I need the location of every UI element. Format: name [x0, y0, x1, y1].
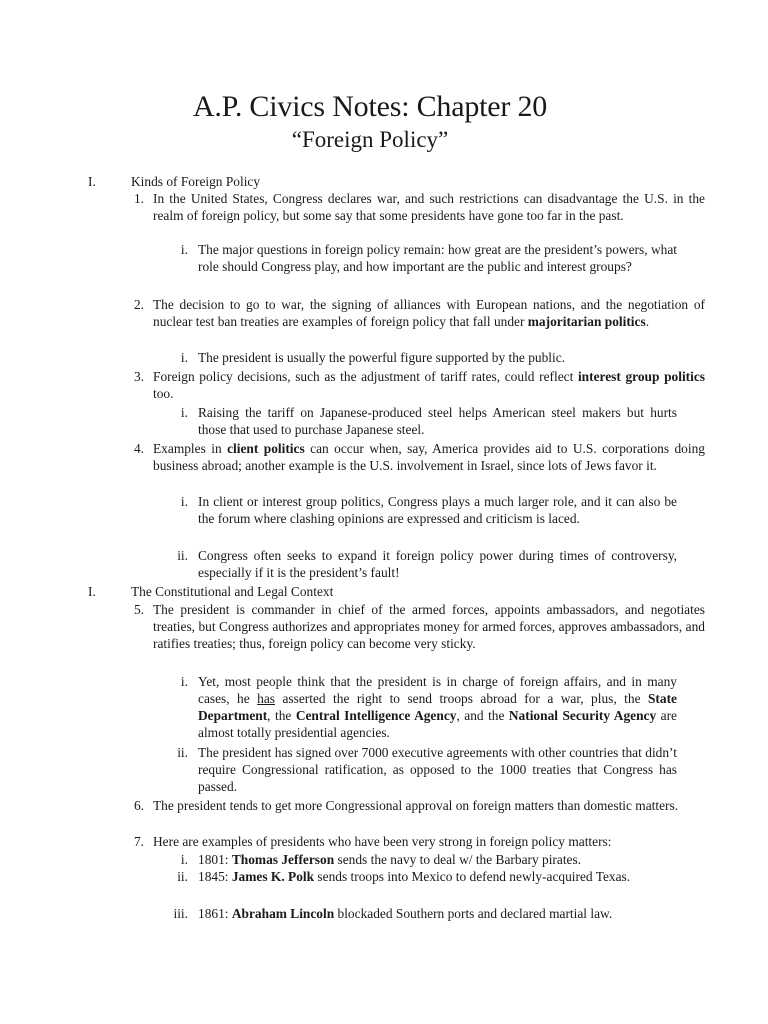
bold-term: Abraham Lincoln	[231, 906, 335, 921]
text-run: .	[645, 314, 650, 329]
text-run: blockaded Southern ports and declared martial law.	[334, 906, 613, 921]
item-number: i.	[180, 674, 188, 689]
item-text	[153, 601, 705, 652]
item-text	[198, 493, 677, 527]
section-title: Kinds of Foreign Policy	[131, 174, 261, 189]
section-numeral: I.	[88, 584, 96, 599]
text-run: sends troops into Mexico to defend newly-acquired Texas.	[314, 869, 631, 884]
item-text	[153, 833, 705, 850]
item-number: 7.	[133, 834, 144, 849]
text-run: are almost totally presidential agencies.	[198, 708, 677, 740]
item-number: i.	[180, 494, 188, 509]
item-text	[153, 296, 705, 330]
item-number: 2.	[133, 297, 144, 312]
item-number: iii.	[173, 906, 188, 921]
text-run: Examples in	[153, 441, 228, 456]
item-number: 5.	[133, 602, 144, 617]
text-run: The president has signed over 7000 executive agreements with other countries that didn’t require Congressional ratification, as opposed to the 1000 treaties that Congress has passed.	[198, 745, 677, 794]
item-text	[153, 368, 705, 402]
item-text	[198, 241, 677, 275]
item-number: 3.	[133, 369, 144, 384]
item-number: i.	[180, 405, 188, 420]
underlined-text: has	[257, 691, 275, 706]
bold-term: Thomas Jefferson	[231, 852, 335, 867]
item-text	[198, 404, 677, 438]
bold-term: National Security Agency	[508, 708, 657, 723]
item-text	[198, 744, 677, 795]
text-run: , and the	[456, 708, 509, 723]
section-title: The Constitutional and Legal Context	[131, 584, 334, 599]
item-number: i.	[180, 852, 188, 867]
item-text	[198, 868, 677, 885]
item-text	[198, 851, 677, 868]
item-number: ii.	[177, 548, 188, 563]
text-run: Here are examples of presidents who have been very strong in foreign policy matters:	[153, 834, 612, 849]
bold-term: majoritarian politics	[527, 314, 646, 329]
text-run: 1801:	[198, 852, 232, 867]
page-title: A.P. Civics Notes: Chapter 20	[192, 90, 548, 123]
text-run: sends the navy to deal w/ the Barbary pirates.	[334, 852, 582, 867]
bold-term: interest group politics	[577, 369, 706, 384]
text-run: Raising the tariff on Japanese-produced steel helps American steel makers but hurts those that used to purchase Japanese steel.	[198, 405, 677, 437]
text-run: can occur when, say, America provides aid to U.S. corporations doing business abroad; another example is the U.S. involvement in Israel, since lots of Jews favor it.	[153, 441, 705, 473]
text-run: Congress often seeks to expand it foreign policy power during times of controversy, especially if it is the president’s fault!	[198, 548, 677, 580]
item-number: 6.	[133, 798, 144, 813]
text-run: The president is commander in chief of the armed forces, appoints ambassadors, and negotiates treaties, but Congress authorizes and appropriates money for armed forces, approves ambassadors, and ratifies treaties; thus, foreign policy can become very sticky.	[153, 602, 705, 651]
text-run: The major questions in foreign policy remain: how great are the president’s powers, what role should Congress play, and how important are the public and interest groups?	[198, 242, 677, 274]
item-text	[198, 905, 677, 922]
page-subtitle: “Foreign Policy”	[291, 127, 449, 152]
bold-term: client politics	[227, 441, 305, 456]
item-number: i.	[180, 350, 188, 365]
bold-term: State Department	[198, 691, 677, 723]
text-run: The president tends to get more Congressional approval on foreign matters than domestic matters.	[153, 798, 679, 813]
text-run: The decision to go to war, the signing of alliances with European nations, and the negotiation of nuclear test ban treaties are examples of foreign policy that fall under	[153, 297, 705, 329]
section-numeral: I.	[88, 174, 96, 189]
item-number: i.	[180, 242, 188, 257]
item-text	[153, 190, 705, 224]
item-number: ii.	[177, 869, 188, 884]
text-run: too.	[153, 386, 174, 401]
item-number: 1.	[133, 191, 144, 206]
item-text	[153, 440, 705, 474]
item-text	[153, 797, 705, 814]
item-text	[198, 673, 677, 741]
text-run: Foreign policy decisions, such as the adjustment of tariff rates, could reflect	[153, 369, 578, 384]
bold-term: Central Intelligence Agency	[295, 708, 457, 723]
text-run: , the	[267, 708, 296, 723]
item-number: 4.	[133, 441, 144, 456]
item-text	[198, 547, 677, 581]
item-number: ii.	[177, 745, 188, 760]
text-run: In the United States, Congress declares war, and such restrictions can disadvantage the U.S. in the realm of foreign policy, but some say that some presidents have gone too far in the past.	[153, 191, 705, 223]
bold-term: James K. Polk	[231, 869, 315, 884]
text-run: 1845:	[198, 869, 232, 884]
text-run: 1861:	[198, 906, 232, 921]
text-run: In client or interest group politics, Congress plays a much larger role, and it can also be the forum where clashing opinions are expressed and criticism is laced.	[198, 494, 677, 526]
text-run: The president is usually the powerful figure supported by the public.	[198, 350, 566, 365]
text-run: asserted the right to send troops abroad for a war, plus, the	[275, 691, 648, 706]
text-run: Yet, most people think that the president is in charge of foreign affairs, and in many cases, he	[198, 674, 677, 706]
item-text	[198, 349, 677, 366]
